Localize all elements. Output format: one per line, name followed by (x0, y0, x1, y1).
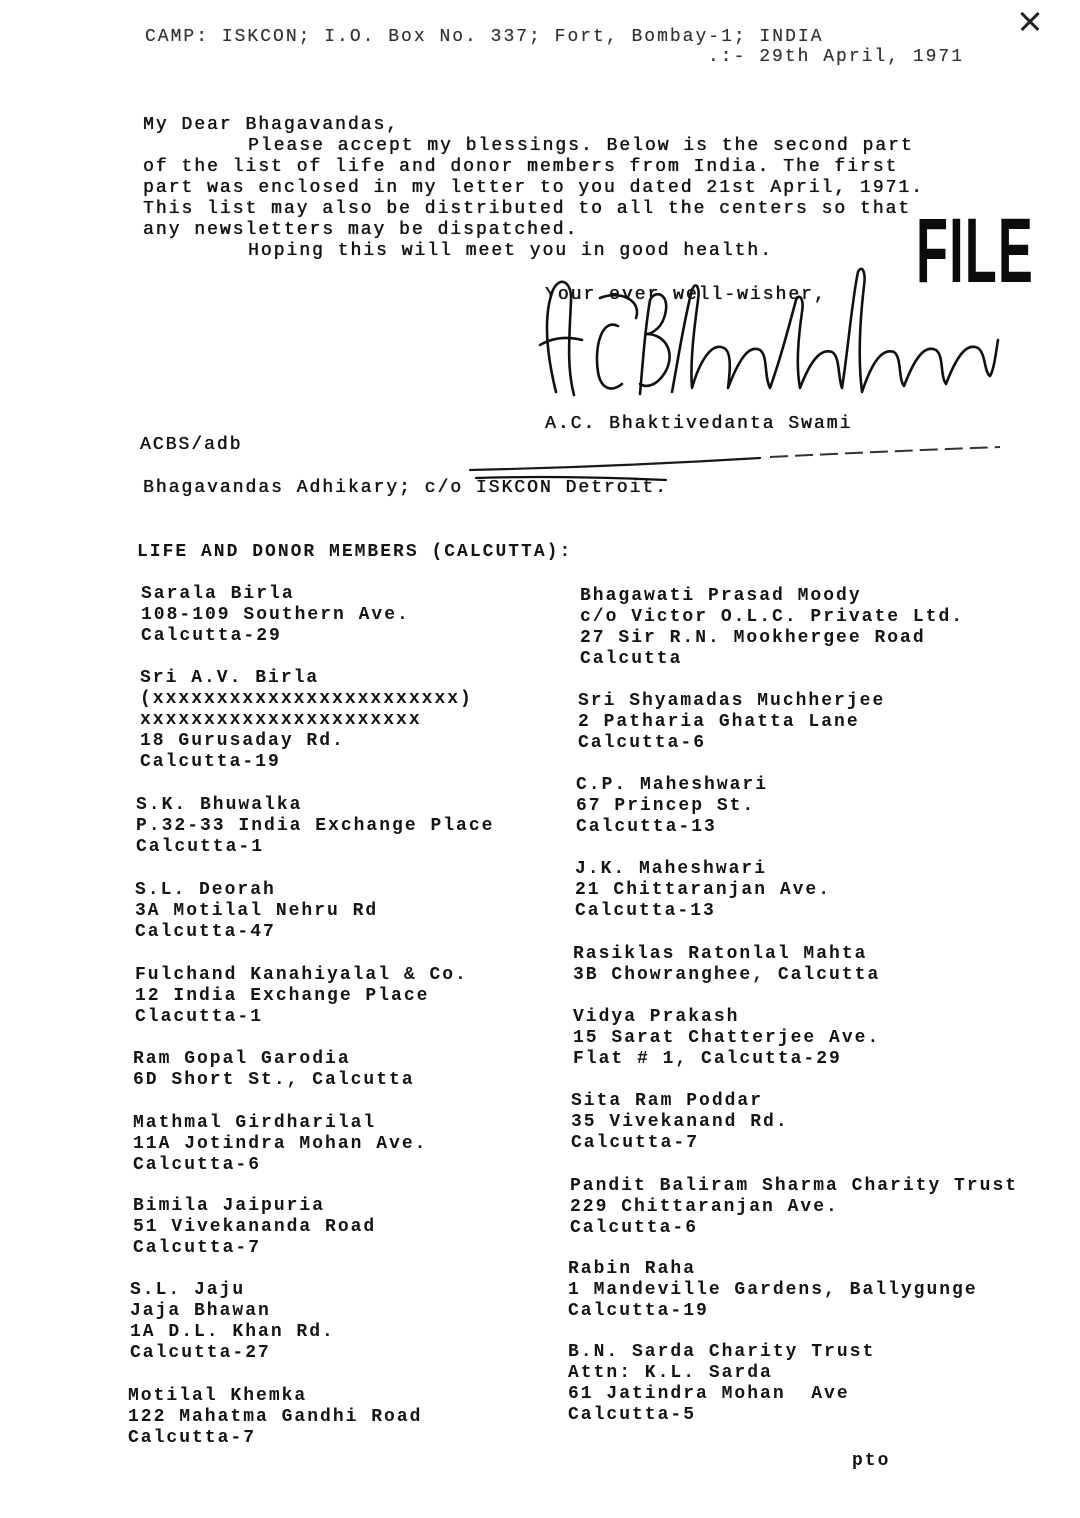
member-address-line: 3B Chowranghee, Calcutta (573, 965, 881, 985)
member-name: S.L. Jaju (130, 1280, 246, 1300)
member-entry (570, 1176, 1018, 1239)
close-button[interactable] (1016, 8, 1044, 36)
body-line: of the list of life and donor members from India. The first (143, 157, 899, 177)
page-turn-note: pto (852, 1451, 891, 1471)
member-address-line: Calcutta-29 (141, 626, 282, 646)
member-entry (141, 584, 410, 647)
signature-stroke (540, 338, 582, 345)
member-name: Fulchand Kanahiyalal & Co. (135, 965, 468, 985)
member-address-line: 21 Chittaranjan Ave. (575, 880, 832, 900)
member-entry (575, 859, 831, 922)
member-address-line: 12 India Exchange Place (135, 986, 430, 1006)
member-name: S.L. Deorah (135, 880, 276, 900)
member-address-line: 11A Jotindra Mohan Ave. (133, 1134, 428, 1154)
body-line: any newsletters may be dispatched. (143, 220, 579, 240)
body-line: This list may also be distributed to all the centers so that (143, 199, 912, 219)
closing: Your ever well-wisher, (545, 285, 827, 305)
close-icon (1016, 8, 1044, 36)
member-address-line: Calcutta (580, 649, 683, 669)
recipient-line: Bhagavandas Adhikary; c/o ISKCON Detroit. (143, 478, 668, 498)
member-address-line: Flat # 1, Calcutta-29 (573, 1049, 842, 1069)
member-entry (573, 1007, 880, 1070)
member-name: Mathmal Girdharilal (133, 1113, 377, 1133)
salutation: My Dear Bhagavandas, (143, 115, 400, 135)
member-address-line: Calcutta-13 (576, 817, 717, 837)
member-address-line: Calcutta-6 (578, 733, 707, 753)
member-address-line: Calcutta-1 (136, 837, 265, 857)
body-line: Hoping this will meet you in good health. (248, 241, 773, 261)
file-stamp (912, 208, 1042, 288)
reference-initials: ACBS/adb (140, 435, 243, 455)
member-entry (576, 775, 768, 838)
member-address-line: Clacutta-1 (135, 1007, 264, 1027)
member-name: Sita Ram Poddar (571, 1091, 764, 1111)
member-address-line: 3A Motilal Nehru Rd (135, 901, 379, 921)
member-address-line: Calcutta-19 (568, 1301, 709, 1321)
member-entry (130, 1280, 335, 1364)
member-address-line: Calcutta-19 (140, 752, 281, 772)
pen-line-dashed (770, 447, 1000, 457)
member-address-line: 229 Chittaranjan Ave. (570, 1197, 839, 1217)
letter-date: .:- 29th April, 1971 (708, 47, 965, 67)
member-address-line: 1A D.L. Khan Rd. (130, 1322, 335, 1342)
member-address-line: Calcutta-13 (575, 901, 716, 921)
body-line: part was enclosed in my letter to you dated 21st April, 1971. (143, 178, 924, 198)
member-entry (133, 1049, 415, 1091)
signature-stroke (640, 294, 670, 394)
member-address-line: 15 Sarat Chatterjee Ave. (573, 1028, 881, 1048)
member-entry (580, 586, 964, 670)
member-address-line: Calcutta-47 (135, 922, 276, 942)
member-address-line: Calcutta-7 (128, 1428, 257, 1448)
member-address-line: c/o Victor O.L.C. Private Ltd. (580, 607, 965, 627)
member-entry (140, 668, 473, 773)
member-name: Sri A.V. Birla (140, 668, 320, 688)
member-name: Pandit Baliram Sharma Charity Trust (570, 1176, 1019, 1196)
member-entry (135, 880, 378, 943)
member-address-line: 6D Short St., Calcutta (133, 1070, 415, 1090)
struck-out-line: xxxxxxxxxxxxxxxxxxxxxx (140, 710, 422, 730)
member-name: J.K. Maheshwari (575, 859, 768, 879)
member-address-line: 51 Vivekananda Road (133, 1217, 377, 1237)
member-address-line: 27 Sir R.N. Mookhergee Road (580, 628, 926, 648)
member-name: Bhagawati Prasad Moody (580, 586, 862, 606)
member-address-line: 67 Princep St. (576, 796, 756, 816)
member-entry (136, 795, 494, 858)
member-entry (571, 1091, 789, 1154)
member-address-line: Jaja Bhawan (130, 1301, 271, 1321)
body-line: Please accept my blessings. Below is the second part (248, 136, 914, 156)
member-address-line: 1 Mandeville Gardens, Ballygunge (568, 1280, 978, 1300)
signature-stroke (597, 325, 622, 389)
member-name: Ram Gopal Garodia (133, 1049, 351, 1069)
member-address-line: Calcutta-27 (130, 1343, 271, 1363)
member-address-line: Calcutta-7 (571, 1133, 700, 1153)
member-entry (568, 1342, 875, 1426)
member-entry (133, 1196, 376, 1259)
member-name: Rasiklas Ratonlal Mahta (573, 944, 868, 964)
member-name: S.K. Bhuwalka (136, 795, 303, 815)
member-address-line: 61 Jatindra Mohan Ave (568, 1384, 850, 1404)
member-entry (128, 1386, 422, 1449)
member-address-line: Calcutta-6 (133, 1155, 262, 1175)
signature-name: A.C. Bhaktivedanta Swami (545, 414, 853, 434)
file-stamp-text: FILE (916, 208, 1034, 288)
letter-body (143, 136, 924, 262)
member-address-line: Calcutta-5 (568, 1405, 697, 1425)
member-address-line: 2 Patharia Ghatta Lane (578, 712, 860, 732)
letterhead-address: CAMP: ISKCON; I.O. Box No. 337; Fort, Bombay-1; INDIA (145, 27, 824, 47)
member-address-line: P.32-33 India Exchange Place (136, 816, 495, 836)
member-entry (135, 965, 468, 1028)
member-entry (578, 691, 885, 754)
member-address-line: 18 Gurusaday Rd. (140, 731, 345, 751)
member-address-line: 35 Vivekanand Rd. (571, 1112, 789, 1132)
member-address-line: Attn: K.L. Sarda (568, 1363, 773, 1383)
members-heading: LIFE AND DONOR MEMBERS (CALCUTTA): (137, 542, 573, 562)
member-entry (133, 1113, 427, 1176)
member-entry (568, 1259, 978, 1322)
member-name: Sri Shyamadas Muchherjee (578, 691, 886, 711)
member-name: B.N. Sarda Charity Trust (568, 1342, 876, 1362)
member-name: C.P. Maheshwari (576, 775, 769, 795)
member-name: Rabin Raha (568, 1259, 697, 1279)
member-name: Motilal Khemka (128, 1386, 308, 1406)
struck-out-line: (xxxxxxxxxxxxxxxxxxxxxxxx) (140, 689, 473, 709)
member-entry (573, 944, 880, 986)
member-address-line: Calcutta-7 (133, 1238, 262, 1258)
member-name: Bimila Jaipuria (133, 1196, 326, 1216)
member-name: Vidya Prakash (573, 1007, 740, 1027)
member-name: Sarala Birla (141, 584, 295, 604)
member-address-line: Calcutta-6 (570, 1218, 699, 1238)
member-address-line: 108-109 Southern Ave. (141, 605, 410, 625)
pen-line (470, 458, 760, 470)
member-address-line: 122 Mahatma Gandhi Road (128, 1407, 423, 1427)
